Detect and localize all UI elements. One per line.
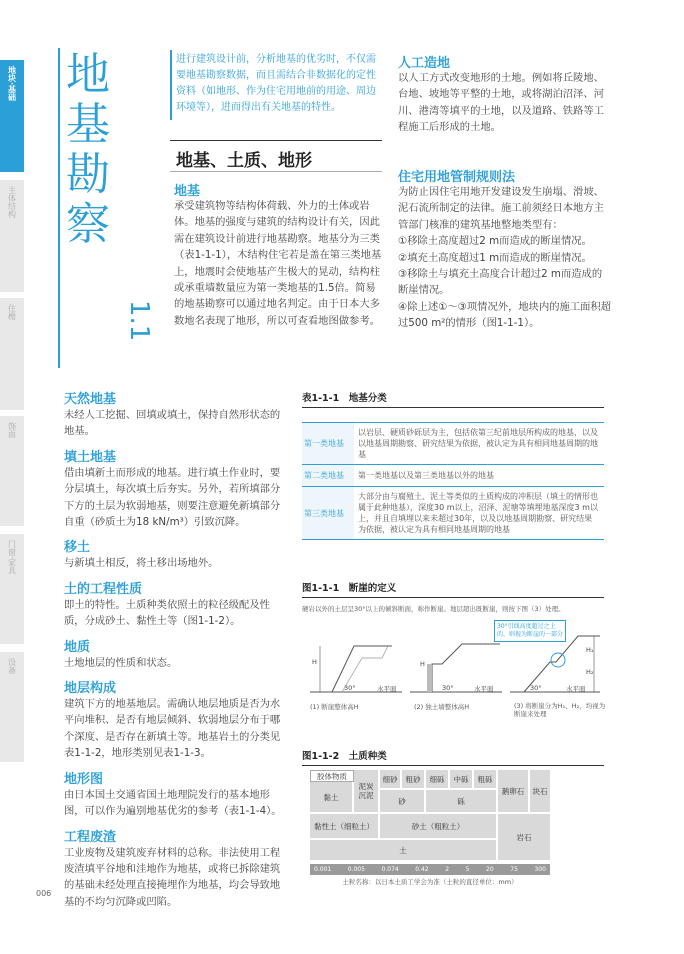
ground-label: 水平面 (377, 685, 397, 693)
soil-cell: 粗砾 (474, 770, 496, 788)
soil-cell: 块石 (530, 770, 550, 812)
soil-cell: 泥炭 沉泥 (354, 770, 378, 812)
soil-cell: 砾 (426, 790, 496, 812)
glossary-text: 由日本国土交通省国土地理院发行的基本地形图，可以作为遍别地基优劣的参考（表1-1-4）。 (64, 788, 282, 818)
soil-axis (310, 864, 550, 875)
intro-rule (170, 50, 172, 120)
glossary-text: 工业废物及建筑废弃材料的总称。非法使用工程废渣填平谷地和洼地作为地基，或将已拆除建筑的基础未经处理直接掩埋作为地基，均会导致地基的不均匀沉降或凹陷。 (64, 846, 281, 908)
chapter-title: 地基勘察 (66, 49, 110, 250)
figure-caption: 图1-1-1 断崖的定义 (302, 580, 604, 598)
regulation-item: ②填充土高度超过1 m而造成的断崖情况。 (398, 251, 592, 264)
axis-tick: 20 (486, 866, 494, 873)
side-nav-item-equipment[interactable]: 设备 (0, 652, 24, 762)
h-label: H (312, 658, 317, 666)
soil-cell: 土 (310, 840, 496, 860)
regulation-title: 住宅用地管制规则法 (398, 170, 516, 185)
table-row (302, 423, 604, 465)
soil-cell: 胶体物质 (310, 770, 354, 782)
axis-tick: 0.001 (314, 866, 332, 873)
chapter-rule (58, 48, 60, 368)
soil-cell: 黏土 (310, 782, 352, 812)
glossary-text: 未经人工挖掘、回填或填土，保持自然形状态的地基。 (64, 409, 281, 438)
table (302, 422, 604, 540)
side-nav-item-finish[interactable]: 饰面 (0, 416, 24, 526)
axis-tick: 75 (510, 866, 518, 873)
table-row-label: 第一类地基 (302, 423, 354, 465)
ground-label: 水平面 (566, 685, 586, 693)
glossary-term: 填土地基 (64, 449, 117, 465)
figure-cliff (302, 580, 604, 613)
table-cell: 大部分由与腐殖土、泥土等类似的土质构成的冲积层（填土的情形也属于此种地基），深度30 m以上，沼泽、泥塘等填埋地基深度3 m以上，并且自填埋以来未超过30年，以及以地基周期勘察、研究结果为依据，被认定为具有相同地基周期的地基 (358, 492, 598, 534)
glossary-term: 工程废渣 (64, 829, 117, 845)
soil-cell: 粗砂 (402, 770, 424, 788)
glossary-text: 土地地层的性质和状态。 (64, 656, 178, 669)
page-number: 006 (36, 889, 52, 898)
diji-text: 承受建筑物等结构体荷载、外力的土体或岩体。地基的强度与建筑的结构设计有关，因此需在建筑设计前进行地基勘察。地基分为三类（表1-1-1），木结构住宅若是盖在第三类地基上，地震时会使地基产生极大的晃动，结构柱或承重墙数量应为第一类地基的1.5倍。简易的地基勘察可以通过地名判定。由于日本大多数地名表现了地形，所以可查看地图做参考。 (174, 200, 382, 327)
glossary-term: 地层构成 (64, 681, 117, 697)
soil-chart (302, 768, 604, 890)
table-row (302, 487, 604, 540)
table-cell: 以岩层、硬质砂砾层为主，包括依第三纪前地层所构成的地基，以及以地基周期勘察、研究结果为依据，被认定为具有相同地基周期的地基 (358, 428, 598, 459)
cliff-diagram-3 (510, 636, 600, 692)
soil-axis-label: 土粒名称：以日本土质工学会为准（土粒的直径单位：mm） (342, 878, 518, 886)
glossary-term: 移土 (64, 540, 91, 556)
glossary-text: 与新填土相反，将土移出场地外。 (64, 557, 219, 570)
glossary-text: 即土的特性。土质种类依照土的粒径级配及性质，分成砂土、黏性土等（图1-1-2）。 (64, 598, 270, 628)
axis-tick: 5 (465, 866, 470, 873)
glossary-text: 借由填新土而形成的地基。进行填土作业时，要分层填土，每次填土后夯实。另外，若所填部分下方的土层为软弱地基，则要注意避免新填部分自重（砂质土为18 kN/m³）引致沉降。 (64, 466, 281, 529)
soil-cell: 细砾 (426, 770, 448, 788)
h1-label: H₁ (586, 646, 594, 654)
regulation-item: ①移除土高度超过2 m而造成的断崖情况。 (398, 235, 592, 248)
soil-cell: 砂 (380, 790, 424, 812)
regulation-text: 为防止因住宅用地开发建设发生崩塌、滑坡、泥石流所制定的法律。施工前须经日本地方主管部门核准的建筑基地整地类型有： (398, 186, 604, 231)
figure-note: 硬岩以外的土层呈30°以上的倾斜断面，称作断崖。地层超出既断崖，则按下图（3）处理。 (302, 605, 565, 613)
axis-tick: 0.005 (347, 866, 365, 873)
diji-title: 地基 (174, 184, 201, 199)
soil-cell: 细砂 (380, 770, 400, 788)
glossary-text: 建筑下方的地基地层。需确认地层地质是否为水平向堆积、是否有地层倾斜、软弱地层分布于哪个深度、是否存在新填土等。地基岩土的分类见表1-1-2，地形类别见表1-1-3。 (64, 698, 281, 760)
soil-cell: 中砾 (450, 770, 472, 788)
chapter-number: 1.1 (124, 300, 154, 342)
regulation-item: ④除上述①～③项情况外，地块内的施工面积超过500 m²的情形（图1-1-1）。 (398, 300, 612, 330)
angle-label: 30° (442, 684, 454, 692)
side-nav-item-foundation[interactable]: 地块·基础 (0, 60, 24, 172)
soil-cell: 鹅卵石 (498, 770, 528, 812)
rengong-title: 人工造地 (398, 56, 451, 71)
axis-tick: 0.42 (415, 866, 429, 873)
figure-sub-caption: (2) 独土墙整体高H (414, 703, 470, 711)
h2-label: H₂ (586, 668, 594, 676)
table-cell: 第一类地基以及第三类地基以外的地基 (358, 471, 494, 480)
soil-cell: 黏性土（细粒土） (310, 814, 378, 838)
side-nav-item-eaves[interactable]: 住檐 (0, 298, 24, 410)
table-row-label: 第三类地基 (302, 487, 354, 540)
glossary-term: 天然地基 (64, 392, 117, 407)
glossary-term: 地质 (64, 639, 91, 655)
regulation-block (398, 184, 612, 332)
table-row-label: 第二类地基 (302, 465, 354, 487)
section-title: 地基、土质、地形 (176, 151, 312, 171)
table-classification (302, 390, 604, 540)
side-nav-item-doors[interactable]: 门窗·家具 (0, 534, 24, 644)
soil-cell: 砂土（粗粒土） (380, 814, 496, 838)
ground-label: 水平面 (474, 685, 494, 693)
table-caption: 表1-1-1 地基分类 (302, 390, 604, 408)
figure-caption: 图1-1-2 土质种类 (302, 748, 604, 766)
angle-label: 30° (530, 684, 542, 692)
soil-cell: 岩石 (498, 814, 550, 860)
figure-sub-caption: (3) 将断崖分为H₁、H₂，均视为断崖来处理 (514, 702, 606, 718)
regulation-item: ③移除土与填充土高度合计超过2 m而造成的断崖情况。 (398, 268, 603, 297)
table-row (302, 465, 604, 487)
glossary (64, 388, 282, 910)
axis-tick: 300 (534, 866, 546, 873)
angle-label: 30° (344, 684, 356, 692)
figure-callout: 30°引线高度超过之上的，则视为断崖的一部分 (494, 620, 566, 642)
glossary-term: 土的工程性质 (64, 581, 143, 597)
section-heading-box (170, 140, 382, 172)
side-nav-item-structure[interactable]: 主体结构 (0, 180, 24, 292)
axis-tick: 2 (445, 866, 450, 873)
h-label: H (420, 660, 425, 668)
glossary-term: 地形图 (64, 771, 104, 787)
intro-text: 进行建筑设计前，分析地基的优劣时，不仅需要地基勘察数据，而且需结合非数据化的定性资料（如地形、作为住宅用地前的用途、周边环境等），进而得出有关地基的特性。 (176, 54, 376, 113)
rengong-text: 以人工方式改变地形的土地。例如将丘陵地、台地、坡地等平整的土地，或将湖泊沼泽、河川、港湾等填平的土地，以及道路、铁路等工程施工后形成的土地。 (398, 72, 604, 134)
figure-sub-caption: (1) 断崖整体高H (310, 703, 359, 711)
axis-tick: 0.074 (381, 866, 399, 873)
